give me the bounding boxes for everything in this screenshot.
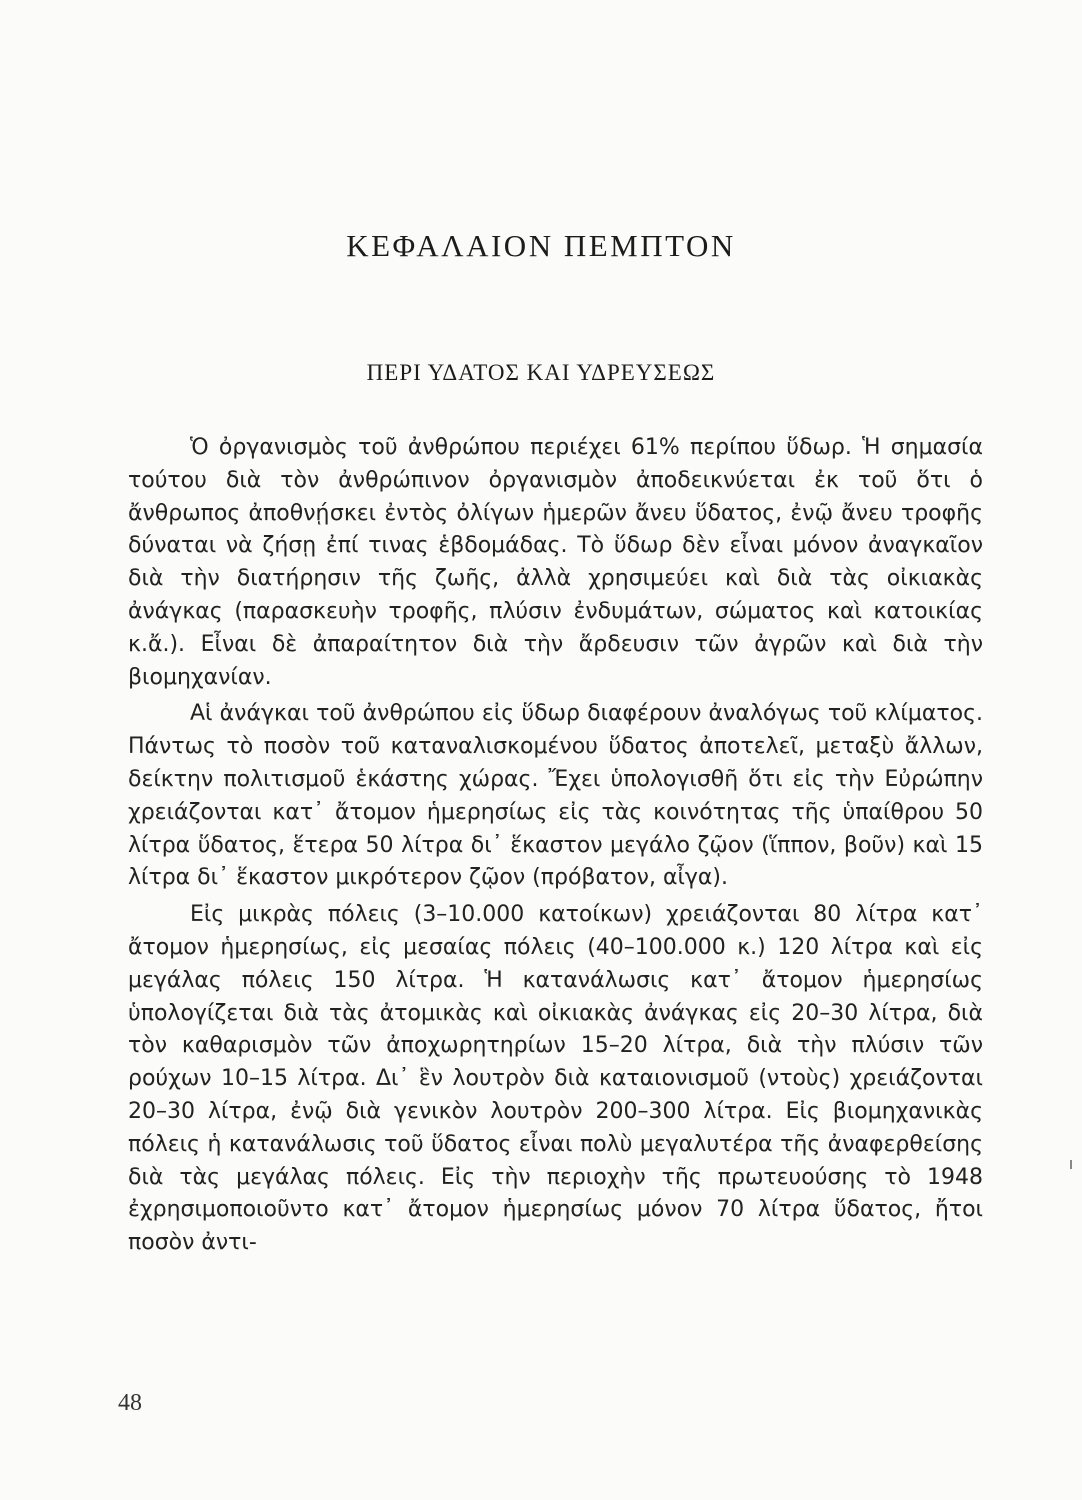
paragraph: Αἱ ἀνάγκαι τοῦ ἀνθρώπου εἰς ὕδωρ διαφέρουν ἀναλόγως τοῦ κλίματος. Πάντως τὸ ποσὸν τοῦ καταναλισκομένου ὕδατος ἀποτελεῖ, μεταξὺ ἄλλων, δείκτην πολιτισμοῦ ἑκάστης χώρας. Ἔχει ὑπολογισθῆ ὅτι εἰς τὴν Εὐρώπην χρειάζονται κατ᾿ ἄτομον ἡμερησίως εἰς τὰς κοινότητας τῆς ὑπαίθρου 50 λίτρα ὕδατος, ἕτερα 50 λίτρα δι᾿ ἕκαστον μεγάλο ζῷον (ἵππον, βοῦν) καὶ 15 λίτρα δι᾿ ἕκαστον μικρότερον ζῷον (πρόβατον, αἶγα).	[128, 701, 983, 891]
paragraph: Εἰς μικρὰς πόλεις (3–10.000 κατοίκων) χρειάζονται 80 λίτρα κατ᾿ ἄτομον ἡμερησίως, εἰς μεσαίας πόλεις (40–100.000 κ.) 120 λίτρα καὶ εἰς μεγάλας πόλεις 150 λίτρα. Ἡ κατανάλωσις κατ᾿ ἄτομον ἡμερησίως ὑπολογίζεται διὰ τὰς ἀτομικὰς καὶ οἰκιακὰς ἀνάγκας εἰς 20–30 λίτρα, διὰ τὸν καθαρισμὸν τῶν ἀποχωρητηρίων 15–20 λίτρα, διὰ τὴν πλύσιν τῶν ρούχων 10–15 λίτρα. Δι᾿ ἓν λουτρὸν διὰ καταιονισμοῦ (ντοὺς) χρειάζονται 20–30 λίτρα, ἐνῷ διὰ γενικὸν λουτρὸν 200–300 λίτρα. Εἰς βιομηχανικὰς πόλεις ἡ κατανάλωσις τοῦ ὕδατος εἶναι πολὺ μεγαλυτέρα τῆς ἀναφερθείσης διὰ τὰς μεγάλας πόλεις. Εἰς τὴν περιοχὴν τῆς πρωτευούσης τὸ 1948 ἐχρησιμοποιοῦντο κατ᾿ ἄτομον ἡμερησίως μόνον 70 λίτρα ὕδατος, ἤτοι ποσὸν ἀντι-	[128, 902, 983, 1256]
chapter-title: ΚΕΦΑΛΑΙΟΝ ΠΕΜΠΤΟΝ	[346, 228, 736, 263]
page-number: 48	[118, 1390, 142, 1416]
body-text	[128, 432, 983, 1264]
section-title: ΠΕΡΙ ΥΔΑΤΟΣ ΚΑΙ ΥΔΡΕΥΣΕΩΣ	[366, 360, 716, 385]
scan-speck	[1070, 1160, 1072, 1169]
paragraph: Ὁ ὀργανισμὸς τοῦ ἀνθρώπου περιέχει 61% περίπου ὕδωρ. Ἡ σημασία τούτου διὰ τὸν ἀνθρώπινον ὀργανισμὸν ἀποδεικνύεται ἐκ τοῦ ὅτι ὁ ἄνθρωπος ἀποθνῄσκει ἐντὸς ὀλίγων ἡμερῶν ἄνευ ὕδατος, ἐνῷ ἄνευ τροφῆς δύναται νὰ ζήσῃ ἐπί τινας ἑβδομάδας. Τὸ ὕδωρ δὲν εἶναι μόνον ἀναγκαῖον διὰ τὴν διατήρησιν τῆς ζωῆς, ἀλλὰ χρησιμεύει καὶ διὰ τὰς οἰκιακὰς ἀνάγκας (παρασκευὴν τροφῆς, πλύσιν ἐνδυμάτων, σώματος καὶ κατοικίας κ.ἄ.). Εἶναι δὲ ἀπαραίτητον διὰ τὴν ἄρδευσιν τῶν ἀγρῶν καὶ διὰ τὴν βιομηχανίαν.	[128, 435, 983, 690]
